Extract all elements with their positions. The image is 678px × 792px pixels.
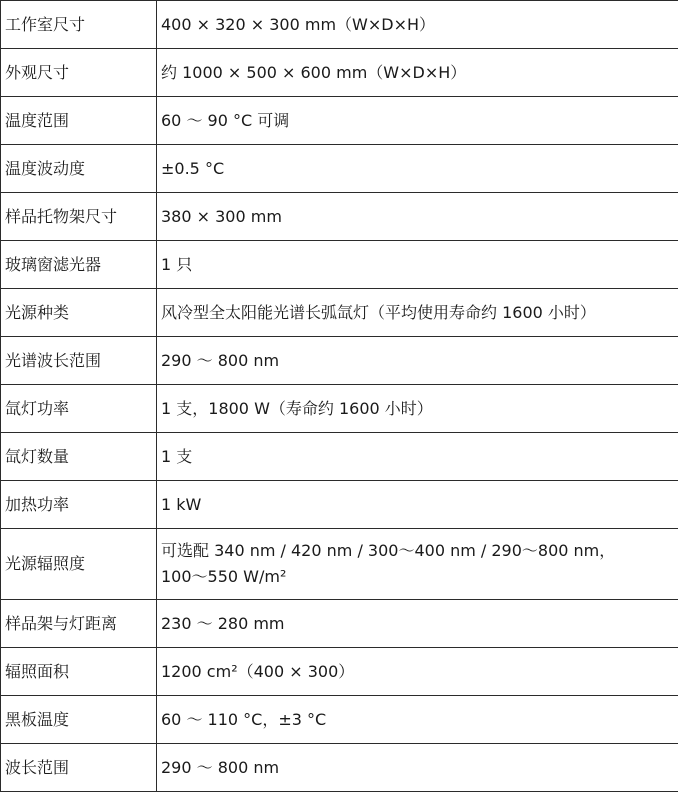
row-value: 230 ～ 280 mm <box>157 600 678 648</box>
row-value-line: 100～550 W/m² <box>161 564 674 590</box>
row-label: 光谱波长范围 <box>1 337 157 385</box>
row-label: 样品托物架尺寸 <box>1 193 157 241</box>
row-value: 380 × 300 mm <box>157 193 678 241</box>
table-row <box>1 1 678 49</box>
row-label: 温度范围 <box>1 97 157 145</box>
row-value: 400 × 320 × 300 mm（W×D×H） <box>157 1 678 49</box>
table-row <box>1 529 678 600</box>
table-row <box>1 241 678 289</box>
row-label: 外观尺寸 <box>1 49 157 97</box>
row-value: 60 ～ 90 °C 可调 <box>157 97 678 145</box>
row-label: 温度波动度 <box>1 145 157 193</box>
row-label: 氙灯功率 <box>1 385 157 433</box>
row-value: 1 kW <box>157 481 678 529</box>
row-value: 1 只 <box>157 241 678 289</box>
row-value: 1 支，1800 W（寿命约 1600 小时） <box>157 385 678 433</box>
table-row <box>1 289 678 337</box>
row-value: 约 1000 × 500 × 600 mm（W×D×H） <box>157 49 678 97</box>
row-value: 1 支 <box>157 433 678 481</box>
table-row <box>1 600 678 648</box>
table-row <box>1 145 678 193</box>
row-label: 氙灯数量 <box>1 433 157 481</box>
row-value: ±0.5 °C <box>157 145 678 193</box>
table-row <box>1 648 678 696</box>
table-row <box>1 481 678 529</box>
spec-table-body <box>1 1 678 792</box>
row-value-line: 可选配 340 nm / 420 nm / 300～400 nm / 290～800 nm， <box>161 538 674 564</box>
table-row <box>1 337 678 385</box>
row-label: 玻璃窗滤光器 <box>1 241 157 289</box>
table-row <box>1 696 678 744</box>
row-label: 加热功率 <box>1 481 157 529</box>
row-label: 光源种类 <box>1 289 157 337</box>
table-row <box>1 385 678 433</box>
table-row <box>1 193 678 241</box>
row-label: 辐照面积 <box>1 648 157 696</box>
row-value: 290 ～ 800 nm <box>157 337 678 385</box>
table-row <box>1 433 678 481</box>
row-value: 1200 cm²（400 × 300） <box>157 648 678 696</box>
row-label: 黑板温度 <box>1 696 157 744</box>
row-label: 工作室尺寸 <box>1 1 157 49</box>
row-value: 290 ～ 800 nm <box>157 744 678 792</box>
row-value: 风冷型全太阳能光谱长弧氙灯（平均使用寿命约 1600 小时） <box>157 289 678 337</box>
row-label: 样品架与灯距离 <box>1 600 157 648</box>
row-value: 60 ～ 110 °C，±3 °C <box>157 696 678 744</box>
table-row <box>1 744 678 792</box>
row-label: 波长范围 <box>1 744 157 792</box>
table-row <box>1 97 678 145</box>
table-row <box>1 49 678 97</box>
row-value <box>157 529 678 600</box>
row-label: 光源辐照度 <box>1 529 157 600</box>
